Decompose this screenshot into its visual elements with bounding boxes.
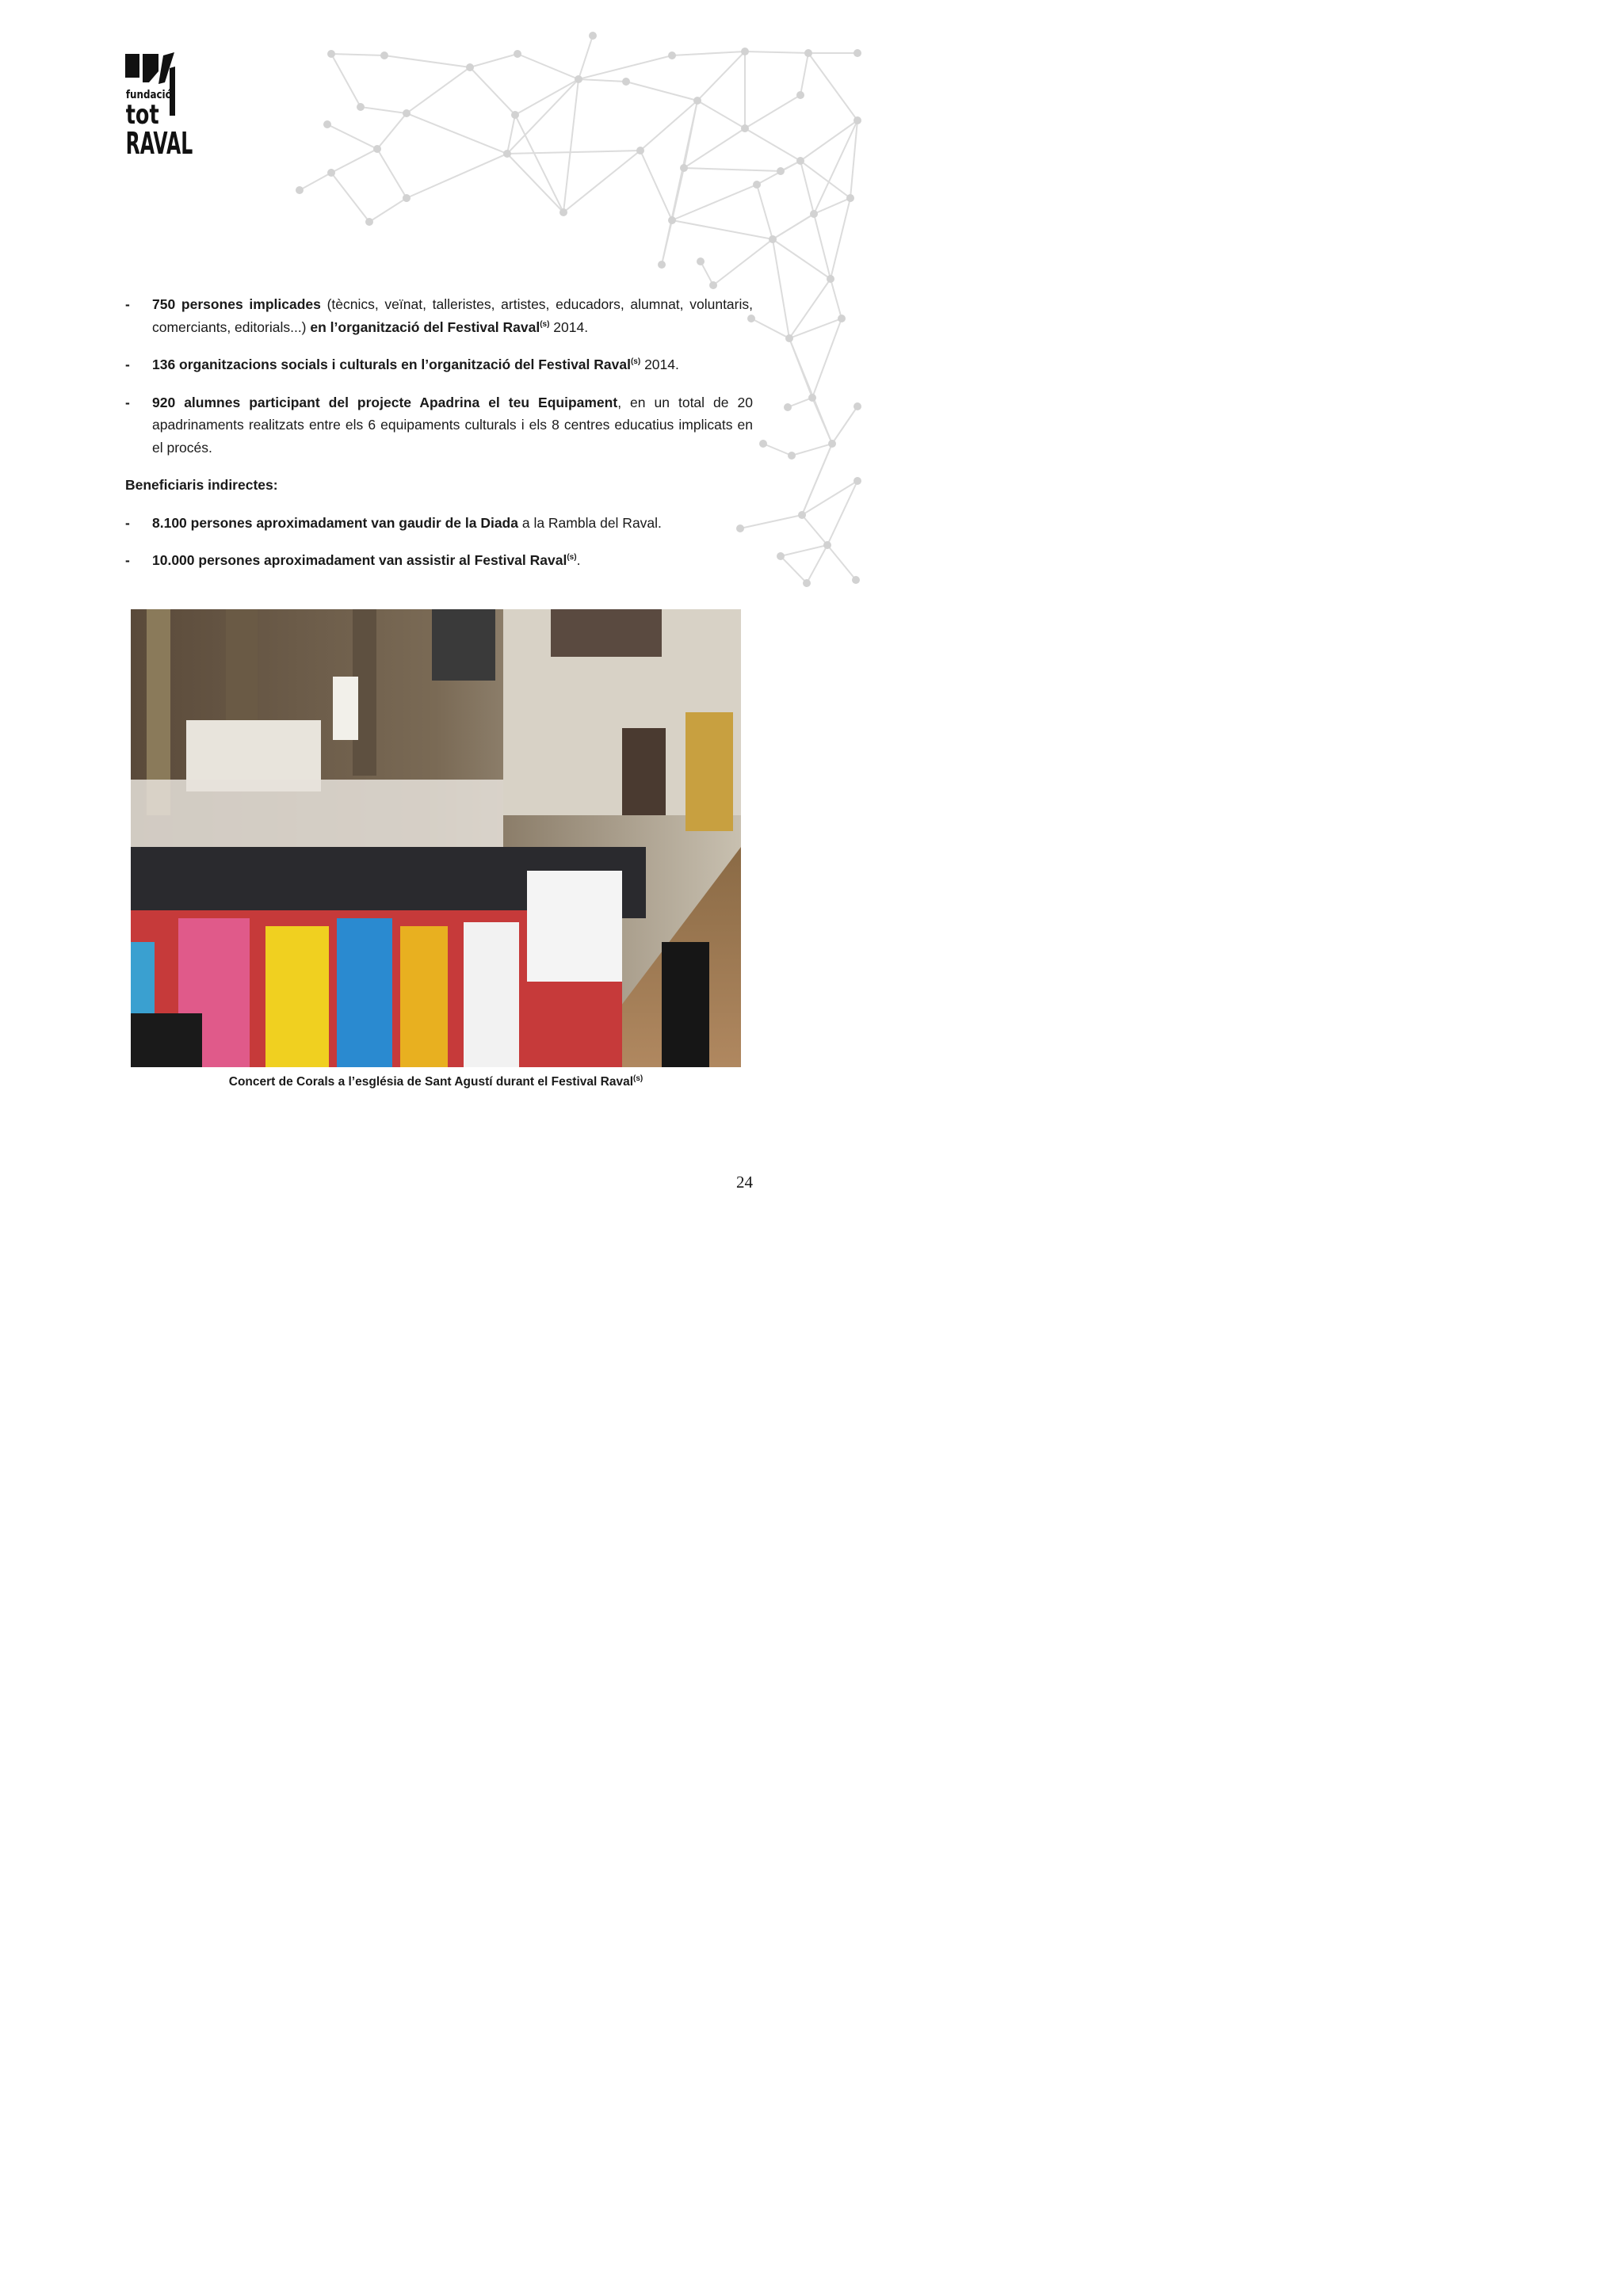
- caption-text: Concert de Corals a l’església de Sant Agustí durant el Festival Raval: [228, 1075, 633, 1089]
- bullet-dash: -: [125, 514, 130, 531]
- bullet-text-segment: 8.100 persones aproximadament van gaudir de la Diada: [152, 514, 518, 531]
- bullet-text-segment: 750 persones implicades: [152, 296, 321, 312]
- page-number: 24: [736, 1173, 753, 1192]
- fundacio-tot-raval-logo: [125, 52, 193, 162]
- indirect-beneficiary-item: [125, 512, 753, 535]
- bullet-text-segment: .: [576, 552, 581, 568]
- svg-text:tot: tot: [125, 99, 159, 132]
- caption-sup: (s): [633, 1074, 643, 1083]
- concert-photo: [131, 609, 741, 1067]
- bullet-text-segment: a la Rambla del Raval.: [517, 514, 662, 531]
- bullet-text-segment: , en un total de 20 apadrinaments realitzats entre els 6 equipaments culturals i els 8 centres educatius implicats en el procés.: [152, 394, 753, 456]
- bullet-text-segment: 10.000 persones aproximadament van assistir al Festival Raval: [152, 552, 567, 568]
- indirect-beneficiary-item: [125, 549, 753, 572]
- bullet-text-segment: 136 organitzacions socials i culturals en l’organització del Festival Raval: [152, 357, 631, 372]
- bullet-text-segment: (tècnics, veïnat, talleristes, artistes, educadors, alumnat, voluntaris, comerciants, editorials...): [152, 296, 753, 335]
- beneficiary-item: [125, 293, 753, 338]
- bullet-dash: -: [125, 357, 130, 372]
- beneficiary-item: [125, 391, 753, 460]
- bullet-text-segment: en l’organització del Festival Raval: [310, 318, 540, 335]
- svg-text:fundació: fundació: [125, 89, 172, 102]
- superscript: (s): [567, 553, 577, 563]
- bullet-text-segment: 920 alumnes participant del projecte Apadrina el teu Equipament: [152, 394, 618, 410]
- bullet-dash: -: [125, 552, 130, 568]
- superscript: (s): [630, 357, 641, 367]
- bullet-text-segment: 2014.: [640, 357, 679, 372]
- beneficiary-item: [125, 353, 753, 376]
- photo-caption: [131, 1075, 741, 1089]
- main-text: [125, 293, 753, 587]
- svg-text:RAVAL: RAVAL: [125, 127, 193, 162]
- bullet-text-segment: 2014.: [549, 318, 589, 335]
- bullet-dash: -: [125, 394, 130, 410]
- bullet-dash: -: [125, 296, 130, 312]
- indirect-heading: Beneficiaris indirectes:: [125, 477, 278, 493]
- superscript: (s): [540, 319, 550, 329]
